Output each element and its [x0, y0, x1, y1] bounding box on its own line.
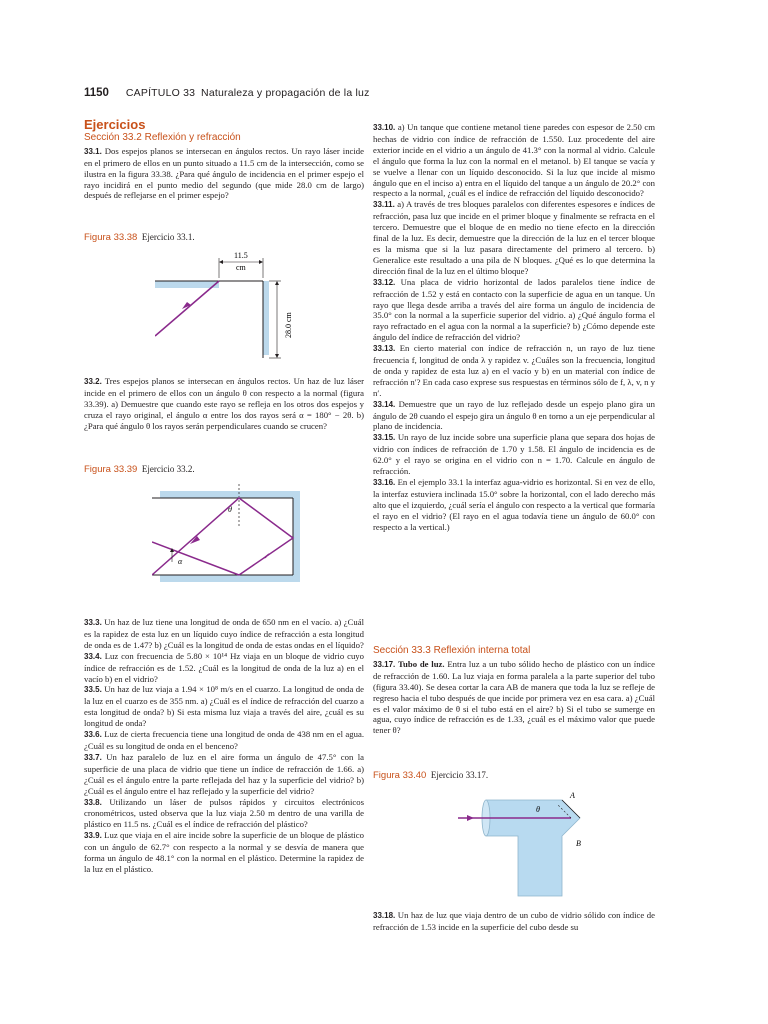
exercise-number: 33.10. [373, 123, 396, 132]
exercise-text: Luz que viaja en el aire incide sobre la superficie de un bloque de plástico con un ángulo de 62.7° con respecto a la normal y se desvía de manera que forma un ángulo de 48.1° con la normal en el plástico. Determine la rapidez de la luz en el plástico. [84, 830, 364, 874]
figure-33-40 [458, 786, 588, 902]
exercise-number: 33.16. [373, 478, 396, 487]
subsection-heading-33-3: Sección 33.3 Reflexión interna total [373, 645, 531, 656]
figure-33-40-caption [373, 770, 655, 782]
exercise-33-13 [373, 343, 655, 399]
exercise-33-15 [373, 432, 655, 477]
section-heading: Ejercicios [84, 117, 146, 132]
figure-label: Figura 33.40 [373, 770, 427, 781]
left-column-bottom [84, 617, 364, 875]
exercise-number: 33.15. [373, 433, 396, 443]
exercise-text: En cierto material con índice de refracción n, un rayo de luz tiene frecuencia f, longitud de onda λ y rapidez v. ¿Cuáles son la frecuencia, longitud de onda y rapidez de esta luz a) en el vacío y b) en un material con índice de refracción n′? En cada caso exprese sus respuestas en términos sólo de f, λ, v, n y n′. [373, 343, 656, 398]
figure-caption-text: Ejercicio 33.2. [141, 464, 195, 474]
figure-caption-text: Ejercicio 33.1. [141, 232, 195, 242]
exercise-text: Un haz paralelo de luz en el aire forma un ángulo de 47.5° con la superficie de una placa de vidrio que tiene un índice de refracción de 1.66. a) ¿Cuál es el ángulo entre la parte reflejada del haz y la superficie del vidrio? b) ¿Cuál es el ángulo entre el haz reflejado y la superficie del vidrio? [84, 751, 365, 796]
point-b-label: B [576, 839, 581, 848]
exercise-33-8 [84, 797, 364, 831]
page-number: 1150 [84, 87, 109, 99]
plastic-tube [486, 800, 580, 896]
exercise-33-9 [84, 830, 364, 875]
exercise-text: a) Un tanque que contiene metanol tiene paredes con espesor de 2.50 cm hechas de vidrio con índice de refracción de 1.550. Luz procedente del aire exterior incide en el vidrio a un ángulo de 41.3° con la normal al vidrio. Calcule el ángulo que forma la luz con la normal en el metanol. b) El tanque se vacía y se vuelve a llenar con un líquido desconocido. Si la luz que incide al mismo ángulo que en el inciso a) entra en el líquido del tanque a un ángulo de 20.2° con respecto a la normal, ¿cuál es el índice de refracción del líquido desconocido? [373, 122, 655, 199]
right-column-top [373, 122, 655, 533]
exercise-number: 33.11. [373, 200, 395, 210]
exercise-text: Demuestre que un rayo de luz reflejado desde un espejo plano gira un ángulo de 2θ cuando el espejo gira un ángulo θ en torno a un eje perpendicular al plano de incidencia. [373, 398, 655, 432]
running-header [84, 87, 370, 99]
figure-33-39-caption [84, 464, 364, 476]
exercise-text: En el ejemplo 33.1 la interfaz agua-vidrio es horizontal. Si en vez de ello, la interfaz estuviera inclinada 15.0° sobre la horizontal, con el lado derecho más alto que el izquierdo, ¿cuál sería el ángulo con respecto a la vertical que formaría el rayo en el vidrio? (El rayo en el agua todavía tiene un ángulo de 60.0° con respecto a la vertical.) [373, 477, 655, 532]
exercise-33-12 [373, 277, 655, 343]
chapter-title: Naturaleza y propagación de la luz [201, 87, 370, 99]
laser-ray [155, 281, 219, 336]
exercise-33-11 [373, 199, 655, 276]
exercise-33-1 [84, 146, 364, 202]
exercise-33-5 [84, 684, 364, 729]
dim-top-unit: cm [236, 263, 246, 272]
exercise-number: 33.14. [373, 399, 396, 409]
figure-label: Figura 33.38 [84, 232, 138, 243]
exercise-number: 33.13. [373, 344, 396, 354]
figure-33-38-caption [84, 232, 364, 244]
exercise-text: Luz de cierta frecuencia tiene una longitud de onda de 438 nm en el agua. ¿Cuál es su longitud de onda en el benceno? [84, 729, 365, 751]
exercise-text: Un haz de luz tiene una longitud de onda de 650 nm en el vacío. a) ¿Cuál es la rapidez de esta luz en un líquido cuyo índice de refracción a esta longitud de onda es de 1.47? b) ¿Cuál es la longitud de onda de estas ondas en el líquido? [84, 617, 364, 650]
left-column-top [84, 117, 365, 201]
theta-label: θ [228, 505, 232, 514]
exercise-text: Utilizando un láser de pulsos rápidos y circuitos electrónicos cronométricos, usted observa que la luz viaja 2.50 m dentro de una varilla de plástico en 11.5 ns. ¿Cuál es el índice de refracción del plástico? [84, 796, 365, 830]
exercise-text: a) A través de tres bloques paralelos con diferentes espesores e índices de refracción, pasa luz que incide en el primer bloque y finalmente se refracta en el tercero. Demuestre que el bloque de en medio no tiene efecto en la dirección final de la luz. Es decir, demuestre que la dirección de la luz en el tercer bloque es la misma que si la luz pasara directamente del primero al tercero. b) Generalice este resultado a una pila de N bloques. ¿Qué es lo que determina la dirección final de la luz en el último bloque? [373, 199, 656, 276]
subsection-heading-33-2: Sección 33.2 Reflexión y refracción [84, 131, 241, 143]
exercise-text: Un rayo de luz incide sobre una superficie plana que separa dos hojas de vidrio con índices de refracción de 1.70 y 1.58. El ángulo de incidencia es de 62.0° y el rayo se origina en el vidrio con n = 1.70. Calcule en ángulo de refracción. [373, 432, 656, 477]
figure-33-38 [155, 248, 305, 366]
exercise-text: Luz con frecuencia de 5.80 × 10¹⁴ Hz viaja en un bloque de vidrio cuyo índice de refracción es de 1.52. ¿Cuál es la longitud de onda de la luz a) en el vacío b) en el vidrio? [84, 650, 364, 684]
exercise-text: Una placa de vidrio horizontal de lados paralelos tiene índice de refracción de 1.52 y está en contacto con la superficie de agua en un tanque. Un rayo que llega desde arriba a través del aire forma un ángulo de incidencia de 35.0° con la normal a la superficie superior del vidrio. a) ¿Qué ángulo forma el rayo refractado en el agua con la normal a la superficie? b) ¿Cómo depende este ángulo del índice de refracción del vidrio? [373, 276, 655, 343]
exercise-33-17 [373, 659, 655, 736]
figure-33-39 [152, 482, 312, 594]
exercise-text: Entra luz a un tubo sólido hecho de plástico con un índice de refracción de 1.60. La luz viaja en forma paralela a la parte superior del tubo (figura 33.40). Se desea cortar la cara AB de manera que toda la luz se refleje de regreso hacia el tubo después de que incide por primera vez en esa cara. a) ¿Cuál es el valor máximo de θ si el tubo está en el aire? b) Si el tubo se sumerge en agua, cuyo índice de refracción es de 1.33, ¿cuál es el máximo valor que puede tener θ? [373, 658, 656, 736]
exercise-33-16 [373, 477, 655, 533]
exercise-33-2 [84, 376, 364, 432]
exercise-number: 33.3. [84, 618, 102, 627]
figure-label: Figura 33.39 [84, 464, 138, 475]
exercise-33-18 [373, 910, 655, 933]
point-a-label: A [570, 791, 575, 800]
exercise-text: Tres espejos planos se intersecan en ángulos rectos. Un haz de luz láser incide en el primero de ellos con un ángulo θ con respecto a la normal (figura 33.39). a) Demuestre que cuando este rayo se refleja en los otros dos espejos y cruza el rayo original, el ángulo α entre los dos rayos será α = 180° − 2θ. b) ¿Para qué ángulo θ los rayos serán perpendiculares cuando se crucen? [84, 376, 364, 431]
exercise-text: Un haz de luz que viaja dentro de un cubo de vidrio sólido con índice de refracción de 1.53 incide en la superficie del cubo desde su [373, 910, 655, 932]
exercise-number: 33.17. [373, 659, 396, 669]
right-column-section-33-3 [373, 644, 655, 736]
exercise-33-3 [84, 617, 364, 651]
exercise-33-7 [84, 752, 364, 797]
exercise-number: 33.2. [84, 377, 102, 386]
exercise-number: 33.9. [84, 831, 102, 841]
exercise-number: 33.8. [84, 797, 102, 807]
ray-path [152, 498, 293, 575]
exercise-33-10 [373, 122, 655, 199]
exercise-title: Tubo de luz. [398, 658, 445, 669]
exercise-33-14 [373, 399, 655, 433]
alpha-label: α [178, 557, 183, 566]
side-mirror-fill [263, 281, 269, 355]
dim-top-value: 11.5 [234, 251, 248, 260]
exercise-number: 33.12. [373, 277, 396, 287]
exercise-text: Un haz de luz viaja a 1.94 × 10⁸ m/s en el cuarzo. La longitud de onda de la luz en el cuarzo es de 355 nm. a) ¿Cuál es el índice de refracción del cuarzo a esta longitud de onda? b) Si esta misma luz viaja a través del aire, ¿cuál es su longitud de onda? [84, 684, 364, 729]
exercise-33-4 [84, 651, 364, 685]
exercise-number: 33.5. [84, 685, 102, 695]
exercise-number: 33.7. [84, 752, 102, 762]
theta-label: θ [536, 805, 540, 814]
exercise-number: 33.18. [373, 911, 396, 920]
right-column-bottom [373, 910, 655, 933]
exercise-number: 33.4. [84, 651, 102, 661]
top-mirror-fill [155, 281, 219, 288]
exercise-number: 33.1. [84, 146, 102, 156]
dim-side-label: 28.0 cm [284, 312, 293, 338]
figure-caption-text: Ejercicio 33.17. [430, 770, 489, 780]
left-column-ex-33-2 [84, 376, 364, 432]
exercise-33-6 [84, 729, 364, 752]
exercise-number: 33.6. [84, 730, 102, 740]
exercise-text: Dos espejos planos se intersecan en ángulos rectos. Un rayo láser incide en el primero de ellos en un punto situado a 11.5 cm de la intersección, como se ilustra en la figura 33.38. ¿Para qué ángulo de incidencia en el primer espejo el rayo incidirá en el punto medio del segundo (que mide 28.0 cm de largo) después de reflejarse en el primer espejo? [84, 145, 365, 201]
chapter-label: CAPÍTULO 33 [125, 87, 196, 99]
